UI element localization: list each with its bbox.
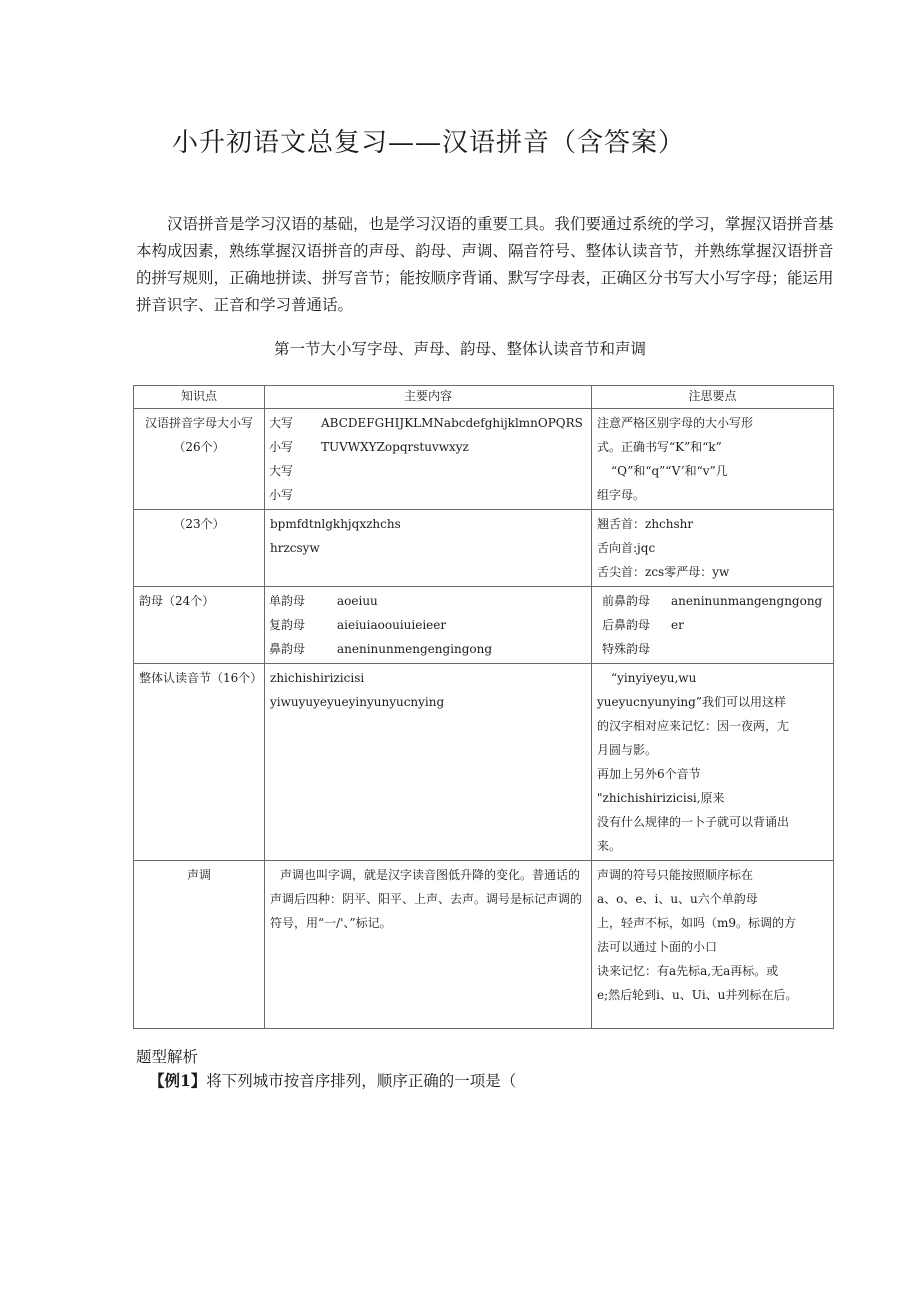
- note-line: 上，轻声不标，如吗（m9。标调的方: [597, 916, 797, 930]
- note-line: “Q”和“q”“V’和“v”几: [611, 464, 728, 478]
- finals-labels: [265, 587, 317, 663]
- example-tag: 【例1】: [149, 1071, 207, 1090]
- document-title: 小升初语文总复习——汉语拼音（含答案）: [172, 128, 686, 158]
- note-line: 法可以通过卜面的小口: [597, 940, 718, 954]
- note-line: 的汉字相对应来记忆：因一夜两，尢: [597, 719, 790, 733]
- header-notes: 注思要点: [592, 386, 834, 409]
- note-line: 声调的符号只能按照顺序标在: [597, 868, 754, 882]
- example-question: [149, 1069, 516, 1091]
- finals-value: aieiuiaoouiuieieer: [337, 618, 447, 632]
- content-line: yiwuyuyeyueyinyunyucnying: [270, 695, 445, 709]
- note-cell: [592, 409, 834, 510]
- content-line: bpmfdtnlgkhjqxzhchs: [270, 517, 401, 531]
- topic-cell: 整体认读音节（16个）: [134, 664, 265, 861]
- case-label: 小写: [269, 488, 294, 502]
- topic-cell: 韵母（24个）: [134, 587, 265, 664]
- note-line: 诀来记忆：有a先标a,无a再标。或: [597, 964, 779, 978]
- header-topic: 知识点: [134, 386, 265, 409]
- note-line: “yinyiyeyu,wu: [611, 671, 697, 685]
- note-line: 来。: [597, 839, 622, 853]
- finals-label: 复韵母: [269, 618, 306, 632]
- table-row: [134, 664, 834, 861]
- intro-text: 汉语拼音是学习汉语的基础，也是学习汉语的重要工具。我们要通过系统的学习，掌握汉语拼音基本构成因素，熟练掌握汉语拼音的声母、韵母、声调、隔音符号、整体认读音节，并熟练掌握汉语拼音的拼写规则，正确地拼读、拼写音节；能按顺序背诵、默写字母表，正确区分书写大小写字母；能运用拼音识字、正音和学习普通话。: [136, 215, 834, 314]
- nasal-label: 后鼻韵母: [602, 618, 651, 632]
- note-line: 式。正确书写“K”和“k”: [597, 440, 722, 454]
- table-header-row: [134, 386, 834, 409]
- case-label: 大写: [269, 416, 294, 430]
- table-row: [134, 510, 834, 587]
- letters-subtable: [265, 409, 591, 509]
- note-cell: [592, 664, 834, 861]
- content-line: zhichishirizicisi: [270, 671, 365, 685]
- note-line: a、o、e、i、u、u六个单韵母: [597, 892, 758, 906]
- note-line: 没有什么规律的一卜子就可以背诵出: [597, 815, 790, 829]
- nasal-label: 前鼻韵母: [602, 594, 651, 608]
- note-line: 月圆与影。: [597, 743, 658, 757]
- nasal-subtable: [592, 587, 833, 663]
- note-line: 舌尖首：zcs零严母：yw: [597, 565, 730, 579]
- note-line: 注意严格区别字母的大小写形: [597, 416, 754, 430]
- nasal-content: aneninunmangengngonger: [671, 594, 823, 632]
- note-cell: [592, 861, 834, 1029]
- case-labels: [265, 409, 305, 509]
- note-line: "zhichishirizicisi,原来: [597, 791, 725, 805]
- content-line: hrzcsyw: [270, 541, 320, 555]
- table-row: [134, 587, 834, 664]
- topic-cell: 汉语拼音字母大小写（26个）: [134, 409, 265, 510]
- intro-paragraph: [136, 211, 848, 319]
- finals-subtable: [265, 587, 591, 663]
- case-label: 大写: [269, 464, 294, 478]
- table-row: [134, 409, 834, 510]
- example-text: 将下列城市按音序排列，顺序正确的一项是（: [206, 1072, 517, 1090]
- finals-value: aoeiuu: [337, 594, 378, 608]
- content-cell: [265, 587, 592, 664]
- section-title: 第一节大小写字母、声母、韵母、整体认读音节和声调: [273, 340, 646, 358]
- content-cell: 声调也叫字调，就是汉字读音图低升降的变化。普通话的声调后四种：阴平、阳平、上声、去声。调号是标记声调的符号，用“一/'、”标记。: [265, 861, 592, 1029]
- finals-value: aneninunmengengingong: [337, 642, 493, 656]
- note-line: 组字母。: [597, 488, 646, 502]
- finals-values: [317, 587, 591, 663]
- case-label: 小写: [269, 440, 294, 454]
- nasal-label: 特殊韵母: [602, 642, 651, 656]
- header-content: 主要内容: [265, 386, 592, 409]
- note-cell: [592, 510, 834, 587]
- content-cell: [265, 409, 592, 510]
- finals-label: 鼻韵母: [269, 642, 306, 656]
- note-line: 翘舌首：zhchshr: [597, 517, 694, 531]
- note-line: e;然后轮到i、u、Ui、u并列标在后。: [597, 988, 798, 1002]
- finals-label: 单韵母: [269, 594, 306, 608]
- section-heading-analysis: 题型解析: [136, 1048, 199, 1066]
- nasal-labels: [592, 587, 659, 663]
- alphabet-text: ABCDEFGHIJKLMNabcdefghijklmnOPQRSTUVWXYZopqrstuvwxyz: [321, 416, 583, 454]
- topic-cell: 声调: [134, 861, 265, 1029]
- note-line: yueyucnyunying”我们可以用这样: [597, 695, 786, 709]
- content-cell: [265, 664, 592, 861]
- table-row: [134, 861, 834, 1029]
- knowledge-table: [133, 385, 834, 1029]
- note-cell: [592, 587, 834, 664]
- note-line: 再加上另外6个音节: [597, 767, 701, 781]
- note-line: 舌向首:jqc: [597, 541, 656, 555]
- topic-cell: （23个）: [134, 510, 265, 587]
- content-cell: [265, 510, 592, 587]
